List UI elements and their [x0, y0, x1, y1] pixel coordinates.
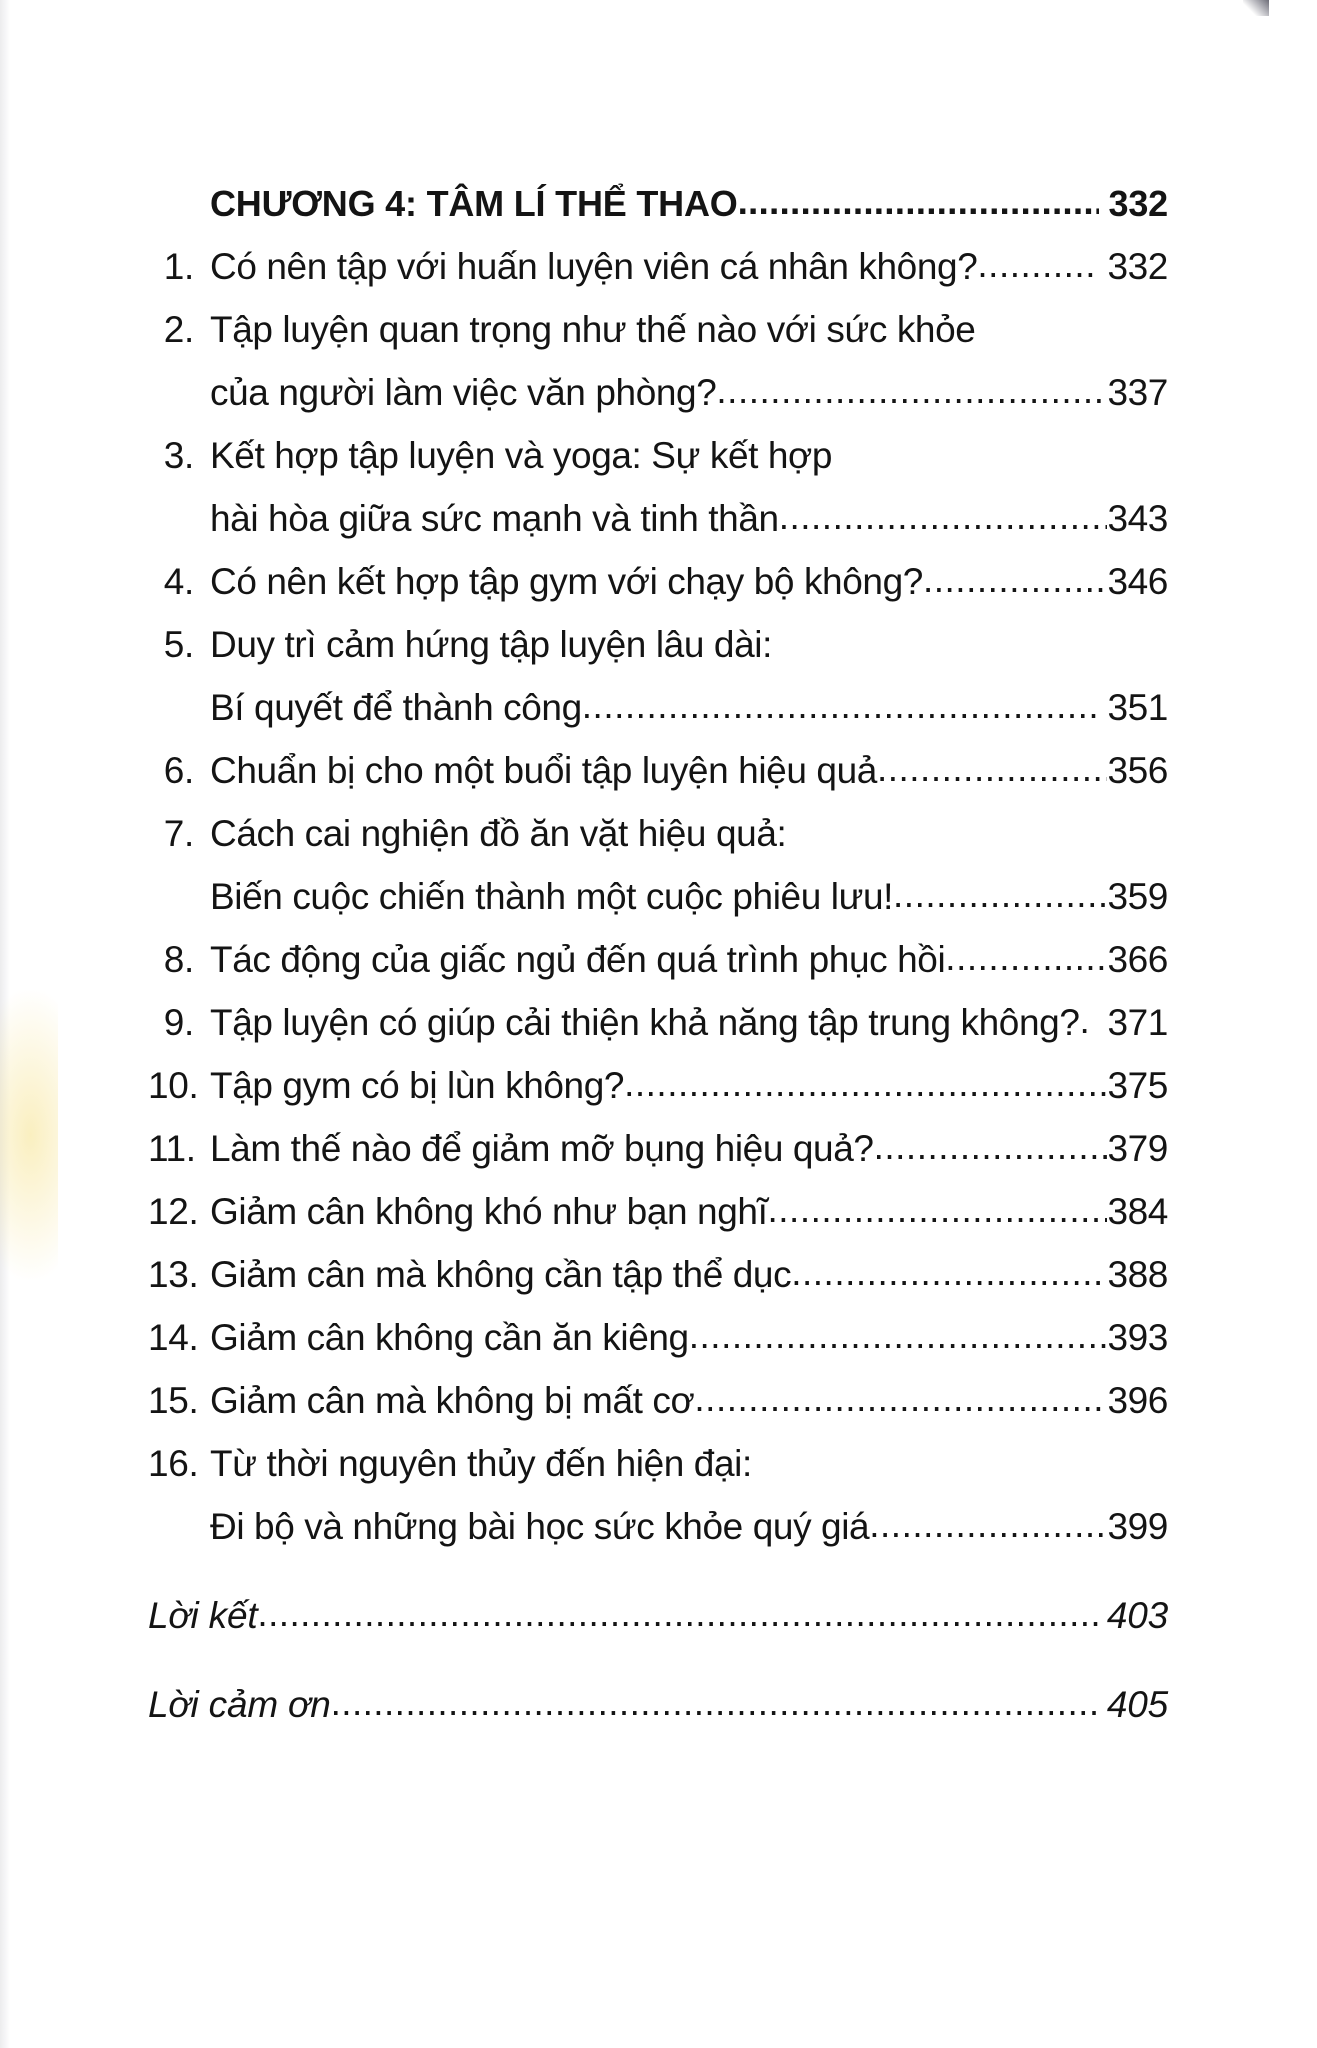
entry-title: Chuẩn bị cho một buổi tập luyện hiệu quả: [210, 750, 877, 791]
dot-leader: [977, 233, 1099, 296]
toc-entry-row: [148, 1180, 1168, 1243]
entry-number: 10.: [148, 1065, 199, 1106]
entry-title-continued: hài hòa giữa sức mạnh và tinh thần: [210, 498, 779, 539]
entry-page-number: 379: [1107, 1128, 1168, 1169]
dot-leader: [1080, 989, 1108, 1052]
entry-line: [210, 613, 1168, 676]
toc-entry-continuation-row: [148, 865, 1168, 928]
entry-number: 9.: [163, 1002, 194, 1043]
entry-line: [210, 676, 1168, 739]
entry-line: [210, 424, 1168, 487]
entry-number: 11.: [148, 1128, 196, 1169]
dot-leader: [738, 170, 1099, 233]
toc-entry-continuation-row: [148, 1495, 1168, 1558]
entry-number: 2.: [163, 309, 194, 350]
entry-page-number: 393: [1107, 1317, 1168, 1358]
entry-title: Tập gym có bị lùn không?: [210, 1065, 625, 1106]
endmatter-title: Lời kết: [148, 1595, 258, 1636]
entry-number: 13.: [148, 1254, 199, 1295]
entry-number: 3.: [163, 435, 194, 476]
dot-leader: [869, 1493, 1107, 1556]
dot-leader: [779, 485, 1108, 548]
entry-page-number: 371: [1107, 1002, 1168, 1043]
toc-entry-row: [148, 802, 1168, 865]
entry-title: Duy trì cảm hứng tập luyện lâu dài:: [210, 624, 772, 665]
entry-number: 5.: [163, 624, 194, 665]
toc-endmatter-row: [148, 1584, 1168, 1647]
toc-entry-row: [148, 613, 1168, 676]
entry-title: Từ thời nguyên thủy đến hiện đại:: [210, 1443, 752, 1484]
dot-leader: [582, 674, 1100, 737]
entry-page-number: 343: [1107, 498, 1168, 539]
dot-leader: [767, 1178, 1107, 1241]
entry-line: [210, 361, 1168, 424]
entry-number: 14.: [148, 1317, 199, 1358]
entry-page-number: 356: [1107, 750, 1168, 791]
endmatter-page-number: 403: [1106, 1595, 1168, 1636]
toc-entry-continuation-row: [148, 361, 1168, 424]
entry-title: Tập luyện có giúp cải thiện khả năng tập trung không?: [210, 1002, 1080, 1043]
entry-line: [210, 802, 1168, 865]
dot-leader: [791, 1241, 1107, 1304]
entry-page-number: 351: [1107, 687, 1168, 728]
entry-title-continued: của người làm việc văn phòng?: [210, 372, 717, 413]
toc-endmatter-row: [148, 1673, 1168, 1736]
dot-leader: [893, 863, 1107, 926]
scan-stain-artifact: [0, 990, 58, 1280]
dot-leader: [689, 1304, 1108, 1367]
entry-line: [210, 1117, 1168, 1180]
toc-entry-row: [148, 1369, 1168, 1432]
table-of-contents: [148, 172, 1168, 1736]
entry-line: [210, 550, 1168, 613]
entry-number: 16.: [148, 1443, 199, 1484]
entry-page-number: 346: [1107, 561, 1168, 602]
entry-line: [210, 1054, 1168, 1117]
entry-title: Cách cai nghiện đồ ăn vặt hiệu quả:: [210, 813, 787, 854]
entry-page-number: 399: [1107, 1506, 1168, 1547]
toc-entry-row: [148, 991, 1168, 1054]
entry-line: [210, 1306, 1168, 1369]
entry-number: 12.: [148, 1191, 199, 1232]
toc-chapter-heading: [148, 172, 1168, 235]
entry-title: Tác động của giấc ngủ đến quá trình phục hồi: [210, 939, 946, 980]
entry-line: [210, 865, 1168, 928]
entry-title-continued: Biến cuộc chiến thành một cuộc phiêu lưu!: [210, 876, 894, 917]
entry-line: [210, 235, 1168, 298]
scan-corner-artifact: [1243, 0, 1269, 16]
entry-title: Có nên kết hợp tập gym với chạy bộ không?: [210, 561, 923, 602]
entry-page-number: 384: [1107, 1191, 1168, 1232]
chapter-title: CHƯƠNG 4: TÂM LÍ THỂ THAO: [210, 183, 738, 224]
entry-page-number: 366: [1107, 939, 1168, 980]
entry-title: Tập luyện quan trọng như thế nào với sức khỏe: [210, 309, 976, 350]
entry-line: [210, 1495, 1168, 1558]
scan-edge-artifact: [0, 0, 10, 2048]
endmatter-line: [148, 1584, 1168, 1647]
entry-number: 6.: [163, 750, 194, 791]
entry-number: 7.: [163, 813, 194, 854]
toc-entry-row: [148, 739, 1168, 802]
entry-title: Làm thế nào để giảm mỡ bụng hiệu quả?: [210, 1128, 874, 1169]
entry-line: [210, 739, 1168, 802]
entry-line: [210, 1180, 1168, 1243]
dot-leader: [257, 1582, 1098, 1645]
entry-number: 8.: [163, 939, 194, 980]
toc-entry-row: [148, 550, 1168, 613]
entry-title: Có nên tập với huấn luyện viên cá nhân không?: [210, 246, 978, 287]
endmatter-page-number: 405: [1106, 1684, 1168, 1725]
toc-entry-row: [148, 928, 1168, 991]
toc-entry-row: [148, 298, 1168, 361]
entry-page-number: 332: [1107, 246, 1168, 287]
entry-page-number: 359: [1107, 876, 1168, 917]
toc-entry-row: [148, 235, 1168, 298]
entry-line: [210, 991, 1168, 1054]
endmatter-title: Lời cảm ơn: [148, 1684, 331, 1725]
dot-leader: [923, 548, 1108, 611]
entry-page-number: 388: [1107, 1254, 1168, 1295]
entry-title: Giảm cân mà không bị mất cơ: [210, 1380, 695, 1421]
entry-title: Giảm cân không khó như bạn nghĩ: [210, 1191, 768, 1232]
chapter-line: [210, 172, 1168, 235]
toc-entry-row: [148, 1243, 1168, 1306]
entry-number: 1.: [163, 246, 194, 287]
dot-leader: [945, 926, 1107, 989]
toc-entry-row: [148, 1054, 1168, 1117]
dot-leader: [331, 1671, 1099, 1734]
dot-leader: [694, 1367, 1107, 1430]
entry-line: [210, 1243, 1168, 1306]
entry-line: [210, 298, 1168, 361]
endmatter-line: [148, 1673, 1168, 1736]
entry-title: Kết hợp tập luyện và yoga: Sự kết hợp: [210, 435, 833, 476]
entry-line: [210, 487, 1168, 550]
entry-page-number: 337: [1107, 372, 1168, 413]
dot-leader: [877, 737, 1108, 800]
dot-leader: [624, 1052, 1107, 1115]
dot-leader: [874, 1115, 1108, 1178]
entry-line: [210, 1369, 1168, 1432]
entry-line: [210, 1432, 1168, 1495]
entry-title-continued: Bí quyết để thành công: [210, 687, 582, 728]
entry-title-continued: Đi bộ và những bài học sức khỏe quý giá: [210, 1506, 870, 1547]
entry-number: 15.: [148, 1380, 199, 1421]
toc-entry-continuation-row: [148, 487, 1168, 550]
toc-entry-continuation-row: [148, 676, 1168, 739]
entry-page-number: 375: [1107, 1065, 1168, 1106]
entry-title: Giảm cân không cần ăn kiêng: [210, 1317, 689, 1358]
entry-number: 4.: [163, 561, 194, 602]
toc-entry-row: [148, 1432, 1168, 1495]
dot-leader: [716, 359, 1107, 422]
toc-entry-row: [148, 1117, 1168, 1180]
toc-entry-row: [148, 1306, 1168, 1369]
entry-title: Giảm cân mà không cần tập thể dục: [210, 1254, 792, 1295]
chapter-page-number: 332: [1108, 183, 1168, 224]
entry-line: [210, 928, 1168, 991]
entry-page-number: 396: [1107, 1380, 1168, 1421]
toc-entry-row: [148, 424, 1168, 487]
